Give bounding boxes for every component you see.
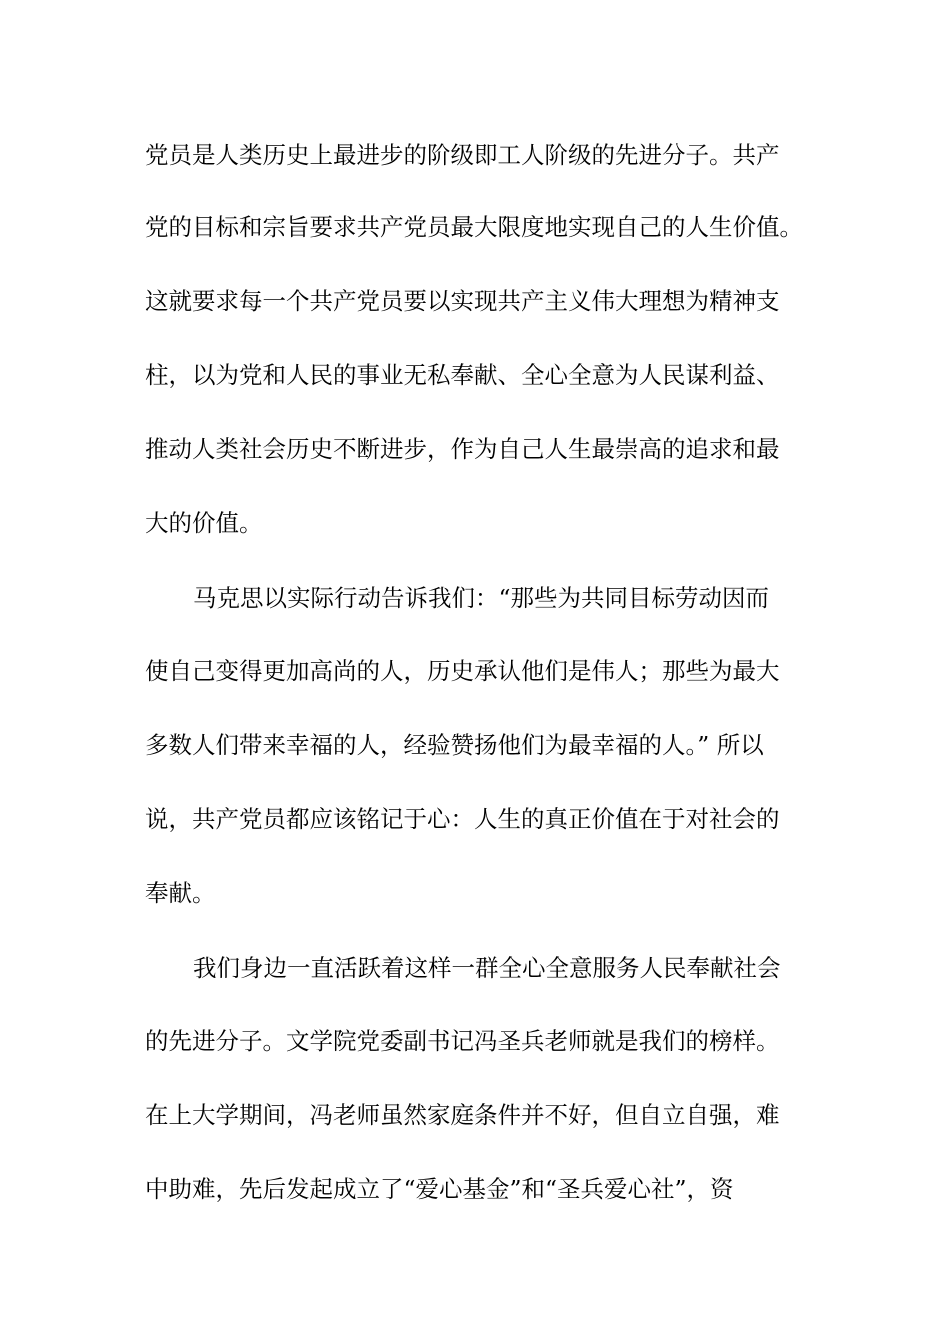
text-line-2: 党的目标和宗旨要求共产党员最大限度地实现自己的人生价值。 — [145, 213, 803, 241]
text-line-8: 使自己变得更加高尚的人，历史承认他们是伟人；那些为最大 — [145, 657, 780, 685]
text-line-6: 大的价值。 — [145, 509, 263, 537]
text-line-1: 党员是人类历史上最进步的阶级即工人阶级的先进分子。共产 — [145, 141, 780, 169]
text-line-4: 柱，以为党和人民的事业无私奉献、全心全意为人民谋利益、 — [145, 361, 780, 389]
text-line-10: 说，共产党员都应该铭记于心：人生的真正价值在于对社会的 — [145, 805, 780, 833]
text-line-11: 奉献。 — [145, 879, 216, 907]
text-line-3: 这就要求每一个共产党员要以实现共产主义伟大理想为精神支 — [145, 287, 780, 315]
text-line-13: 的先进分子。文学院党委副书记冯圣兵老师就是我们的榜样。 — [145, 1027, 780, 1055]
text-line-7: 马克思以实际行动告诉我们：“那些为共同目标劳动因而 — [193, 584, 770, 612]
text-line-5: 推动人类社会历史不断进步，作为自己人生最崇高的追求和最 — [145, 435, 780, 463]
text-line-9: 多数人们带来幸福的人，经验赞扬他们为最幸福的人。” 所以 — [145, 731, 764, 759]
text-line-12: 我们身边一直活跃着这样一群全心全意服务人民奉献社会 — [193, 954, 781, 982]
text-line-15: 中助难，先后发起成立了“爱心基金”和“圣兵爱心社”，资 — [145, 1175, 734, 1203]
text-line-14: 在上大学期间，冯老师虽然家庭条件并不好，但自立自强，难 — [145, 1101, 780, 1129]
